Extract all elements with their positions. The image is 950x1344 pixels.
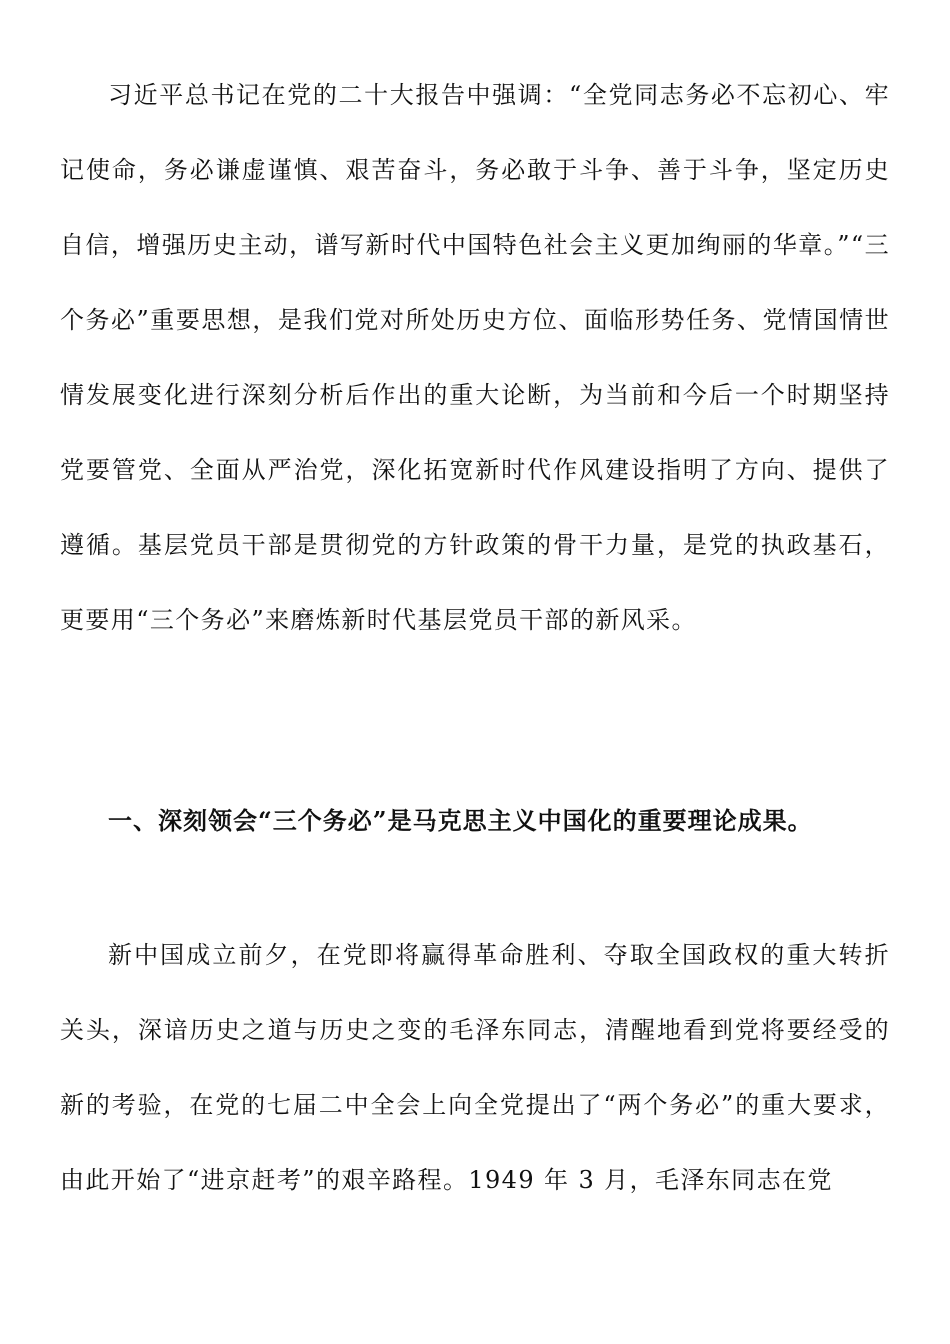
paragraph-history: 新中国成立前夕，在党即将赢得革命胜利、夺取全国政权的重大转折关头，深谙历史之道与历史之变的毛泽东同志，清醒地看到党将要经受的新的考验，在党的七届二中全会上向全党提出了“两个务必”的重大要求，由此开始了“进京赶考”的艰辛路程。1949 年 3 月，毛泽东同志在党 — [60, 941, 890, 1194]
paragraph-intro: 习近平总书记在党的二十大报告中强调：“全党同志务必不忘初心、牢记使命，务必谦虚谨慎、艰苦奋斗，务必敢于斗争、善于斗争，坚定历史自信，增强历史主动，谱写新时代中国特色社会主义更加绚丽的华章。”“三个务必”重要思想，是我们党对所处历史方位、面临形势任务、党情国情世情发展变化进行深刻分析后作出的重大论断，为当前和今后一个时期坚持党要管党、全面从严治党，深化拓宽新时代作风建设指明了方向、提供了遵循。基层党员干部是贯彻党的方针政策的骨干力量，是党的执政基石，更要用“三个务必”来磨炼新时代基层党员干部的新风采。 — [60, 81, 890, 634]
section-heading-1: 一、深刻领会“三个务必”是马克思主义中国化的重要理论成果。 — [108, 806, 813, 835]
